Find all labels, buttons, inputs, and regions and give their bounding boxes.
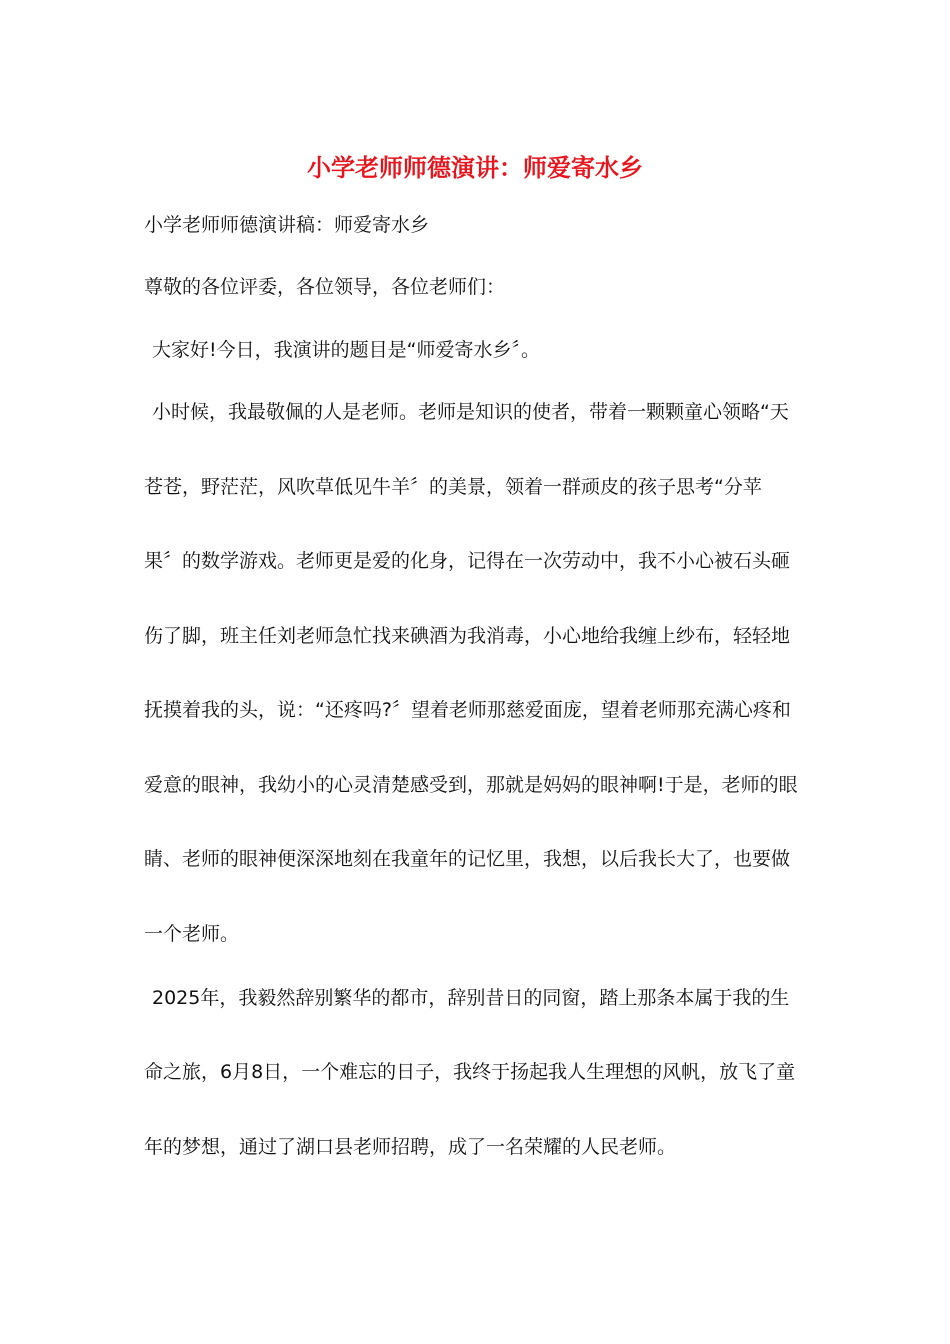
subtitle-line: 小学老师师德演讲稿：师爱寄水乡 [144, 214, 430, 236]
paragraph-line: 一个老师。 [144, 923, 240, 945]
paragraph-line: 年的梦想，通过了湖口县老师招聘，成了一名荣耀的人民老师。 [144, 1136, 677, 1158]
greeting-line: 大家好!今日，我演讲的题目是“师爱寄水乡〞。 [152, 339, 540, 361]
document-title: 小学老师师德演讲：师爱寄水乡 [307, 153, 643, 182]
paragraph-line: 睛、老师的眼神便深深地刻在我童年的记忆里，我想，以后我长大了，也要做 [144, 848, 791, 870]
paragraph-line: 爱意的眼神，我幼小的心灵清楚感受到，那就是妈妈的眼神啊!于是，老师的眼 [144, 774, 798, 796]
paragraph-line: 命之旅，6月8日，一个难忘的日子，我终于扬起我人生理想的风帆，放飞了童 [144, 1061, 796, 1083]
paragraph-line: 抚摸着我的头，说：“还疼吗?〞望着老师那慈爱面庞，望着老师那充满心疼和 [144, 699, 791, 721]
paragraph-line: 小时候，我最敬佩的人是老师。老师是知识的使者，带着一颗颗童心领略“天 [152, 401, 789, 423]
paragraph-line: 伤了脚，班主任刘老师急忙找来碘酒为我消毒，小心地给我缠上纱布，轻轻地 [144, 625, 791, 647]
paragraph-line: 果〞的数学游戏。老师更是爱的化身，记得在一次劳动中，我不小心被石头砸 [144, 550, 791, 572]
salutation-line: 尊敬的各位评委，各位领导，各位老师们： [144, 276, 506, 298]
paragraph-line: 2025年，我毅然辞别繁华的都市，辞别昔日的同窗，踏上那条本属于我的生 [152, 987, 790, 1009]
paragraph-line: 苍苍，野茫茫，风吹草低见牛羊〞的美景，领着一群顽皮的孩子思考“分苹 [144, 476, 762, 498]
